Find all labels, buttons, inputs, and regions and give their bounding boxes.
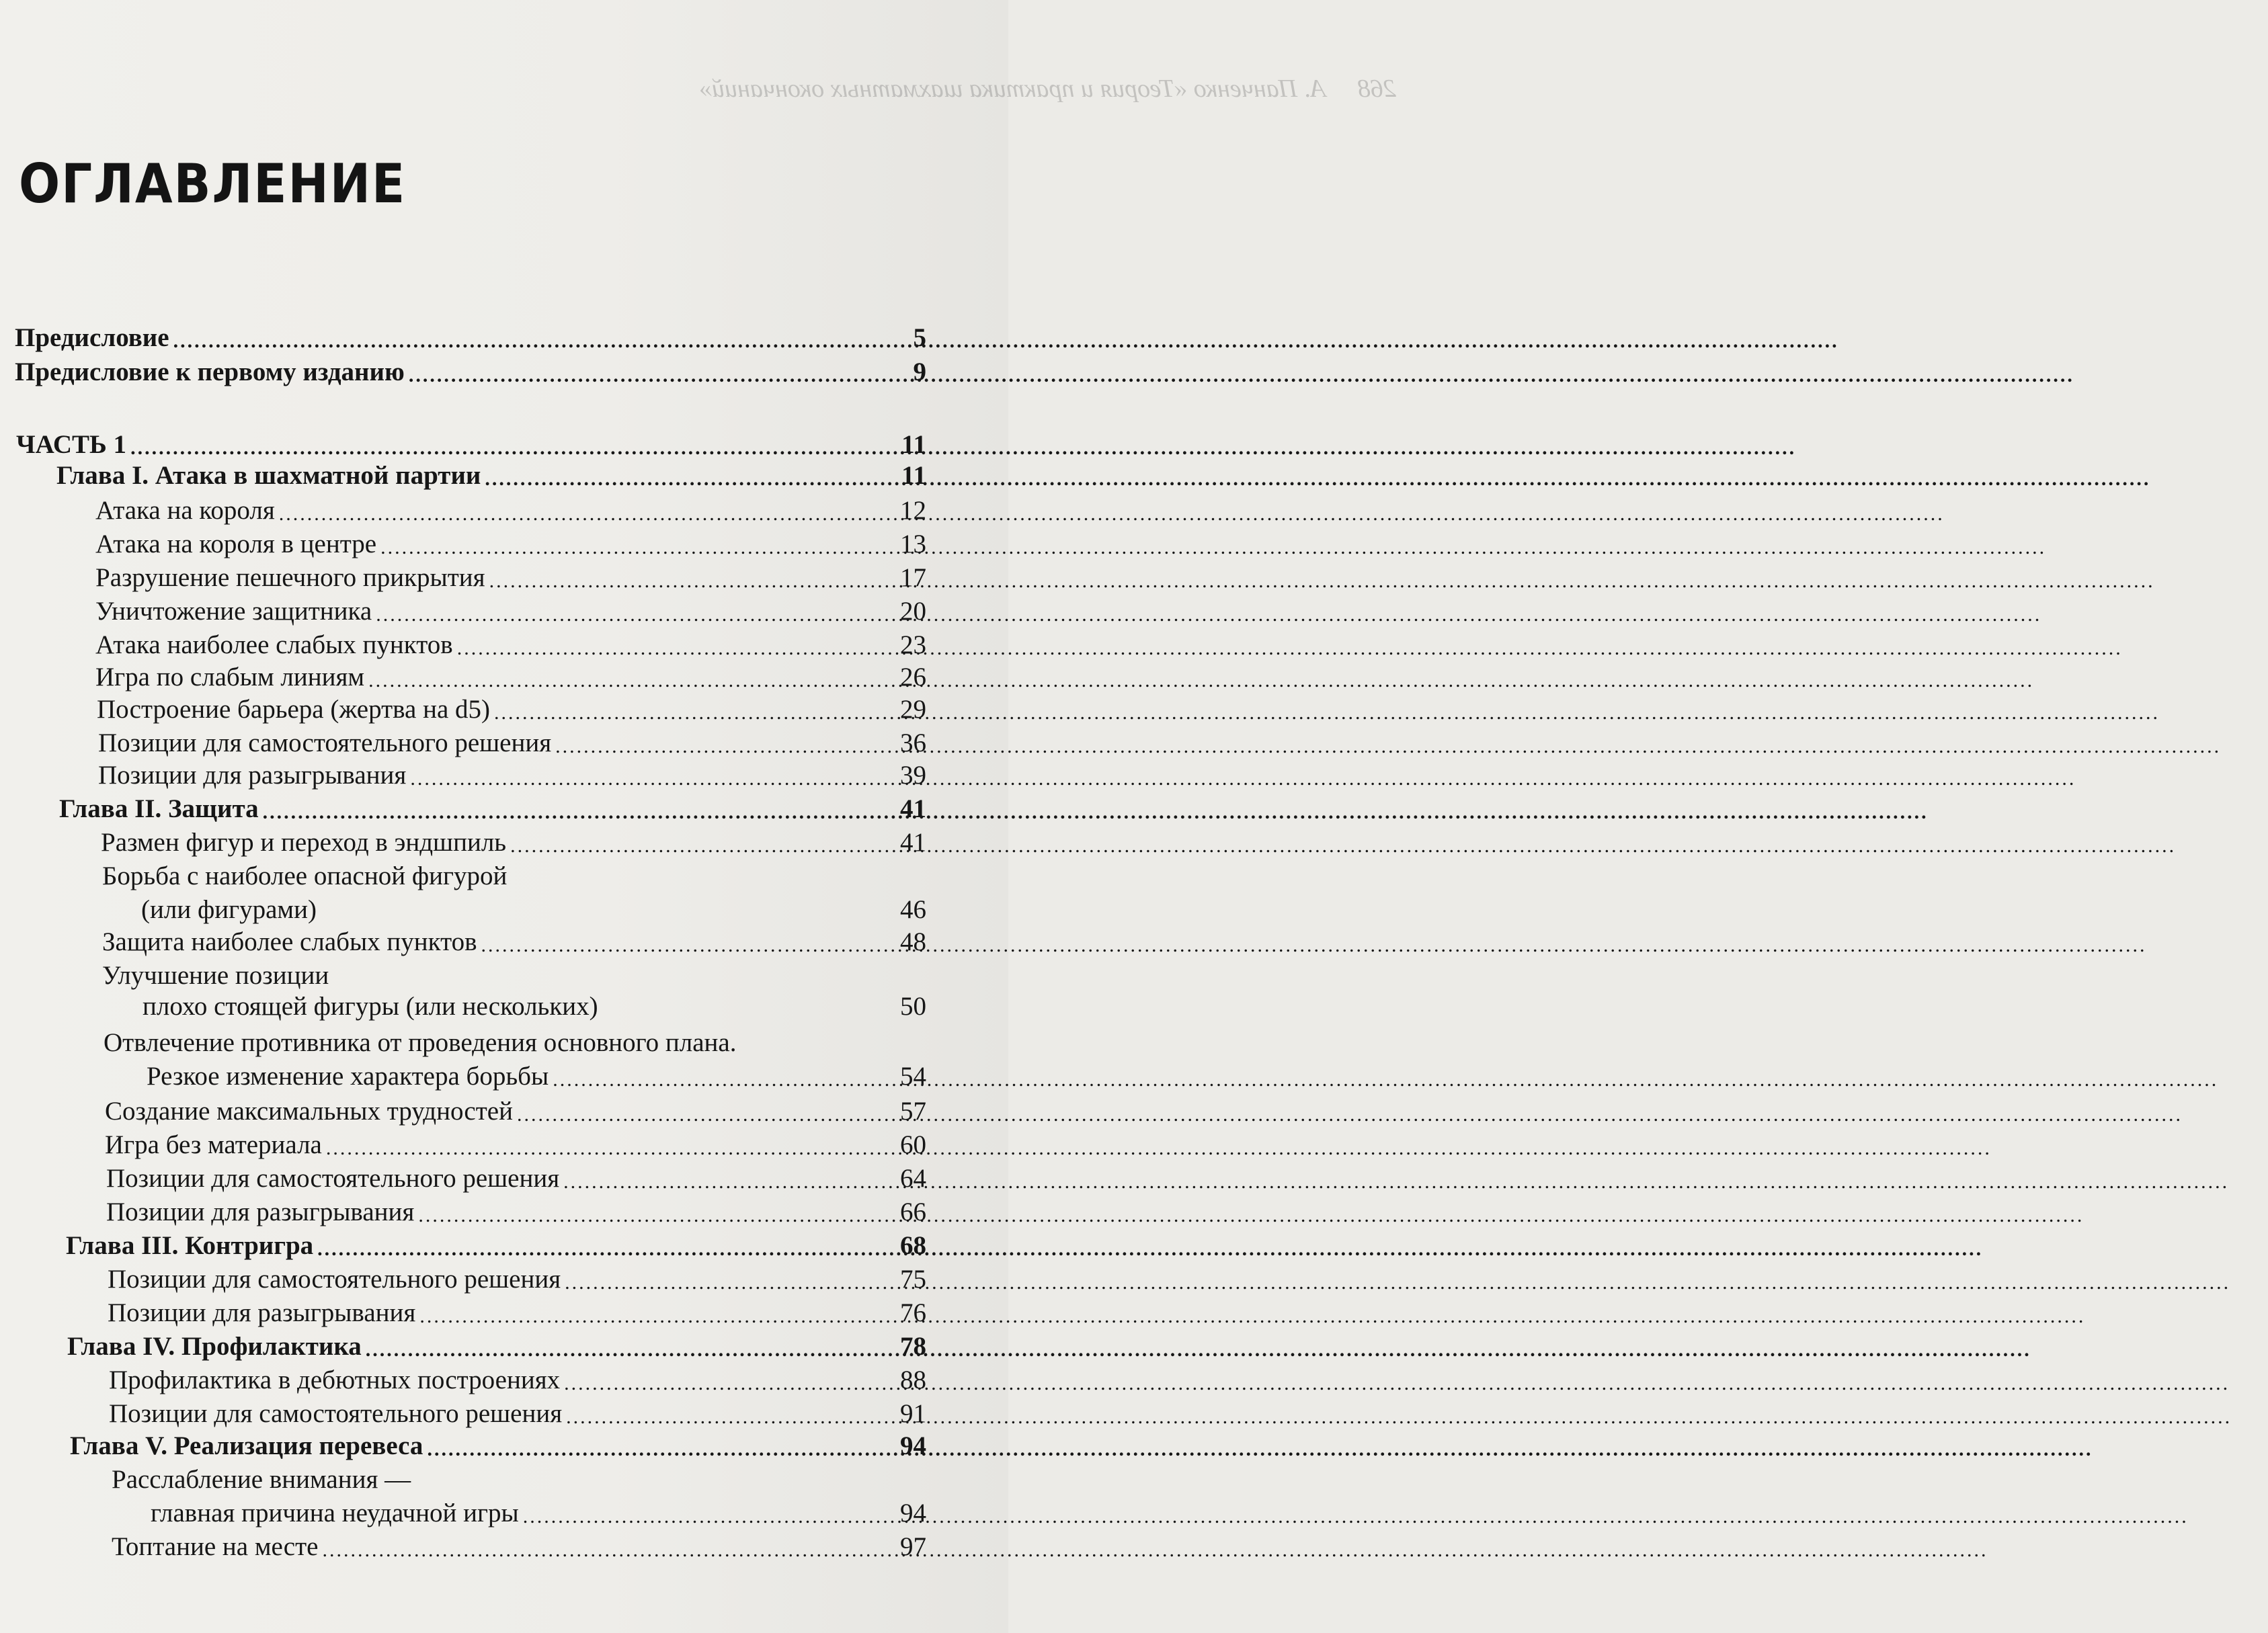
toc-entry[interactable]: Профилактика в дебютных построениях ..... 88	[109, 1366, 926, 1395]
toc-entry[interactable]: Позиции для самостоятельного решения ..... 64	[106, 1164, 926, 1194]
toc-entry[interactable]: Защита наиболее слабых пунктов ..... 48	[102, 927, 926, 957]
toc-entry[interactable]: главная причина неудачной игры ..... 94	[151, 1499, 926, 1528]
toc-entry[interactable]: Позиции для разыгрывания ..... 66	[106, 1198, 926, 1227]
toc-entry[interactable]: Атака на короля ..... 12	[95, 496, 926, 526]
toc-entry-line[interactable]: Улучшение позиции	[102, 961, 329, 990]
toc-entry[interactable]: ЧАСТЬ 1 ..... 11	[16, 430, 926, 460]
toc-entry[interactable]: Игра по слабым линиям ..... 26	[95, 663, 926, 692]
toc-entry[interactable]: Резкое изменение характера борьбы ..... 54	[147, 1062, 926, 1091]
toc-entry-line[interactable]: Борьба с наиболее опасной фигурой	[102, 862, 508, 890]
toc-entry-line[interactable]: Расслабление внимания —	[112, 1465, 411, 1494]
toc-entry[interactable]: Глава I. Атака в шахматной партии ..... 11	[56, 461, 926, 491]
toc-entry[interactable]: Глава IV. Профилактика ..... 78	[67, 1332, 926, 1362]
toc-entry[interactable]: Атака наиболее слабых пунктов ..... 23	[95, 630, 926, 660]
toc-entry[interactable]: Позиции для самостоятельного решения ..... 91	[109, 1399, 926, 1429]
toc-entry[interactable]: Глава III. Контригра ..... 68	[66, 1231, 926, 1261]
toc-entry-line[interactable]: Отвлечение противника от проведения основного плана.	[104, 1028, 737, 1057]
toc-entry[interactable]: Предисловие к первому изданию ..... 9	[15, 358, 926, 387]
toc-entry[interactable]: плохо стоящей фигуры (или нескольких) 50	[143, 992, 926, 1021]
toc-entry[interactable]: Топтание на месте ..... 97	[112, 1532, 926, 1562]
toc-entry[interactable]: Позиции для самостоятельного решения ..... 75	[108, 1265, 926, 1294]
reverse-running-title: А. Панченко «Теория и практика шахматных окончаний»	[699, 75, 1326, 103]
toc-entry[interactable]: Позиции для разыгрывания ..... 39	[98, 761, 926, 790]
toc-entry[interactable]: Атака на короля в центре ..... 13	[95, 530, 926, 559]
toc-entry[interactable]: Игра без материала ..... 60	[105, 1130, 926, 1160]
toc-entry[interactable]: Разрушение пешечного прикрытия ..... 17	[95, 563, 926, 593]
toc-entry[interactable]: Уничтожение защитника ..... 20	[95, 597, 926, 626]
toc-entry[interactable]: Позиции для самостоятельного решения ..... 36	[98, 728, 926, 758]
toc-entry[interactable]: Размен фигур и переход в эндшпиль ..... 41	[101, 828, 926, 857]
page-title: ОГЛАВЛЕНИЕ	[19, 152, 407, 216]
toc-entry[interactable]: Предисловие ..... 5	[15, 323, 926, 353]
reverse-page-number: 268	[1357, 75, 1396, 103]
toc-entry[interactable]: Глава V. Реализация перевеса ..... 94	[70, 1431, 926, 1461]
reverse-page-running-header	[699, 74, 1396, 103]
toc-entry[interactable]: Построение барьера (жертва на d5) ..... 29	[97, 695, 926, 724]
toc-entry[interactable]: Глава II. Защита ..... 41	[59, 794, 926, 824]
toc-entry[interactable]: (или фигурами) 46	[141, 895, 926, 924]
toc-entry[interactable]: Создание максимальных трудностей ..... 57	[105, 1097, 926, 1126]
toc-entry[interactable]: Позиции для разыгрывания ..... 76	[108, 1298, 926, 1328]
